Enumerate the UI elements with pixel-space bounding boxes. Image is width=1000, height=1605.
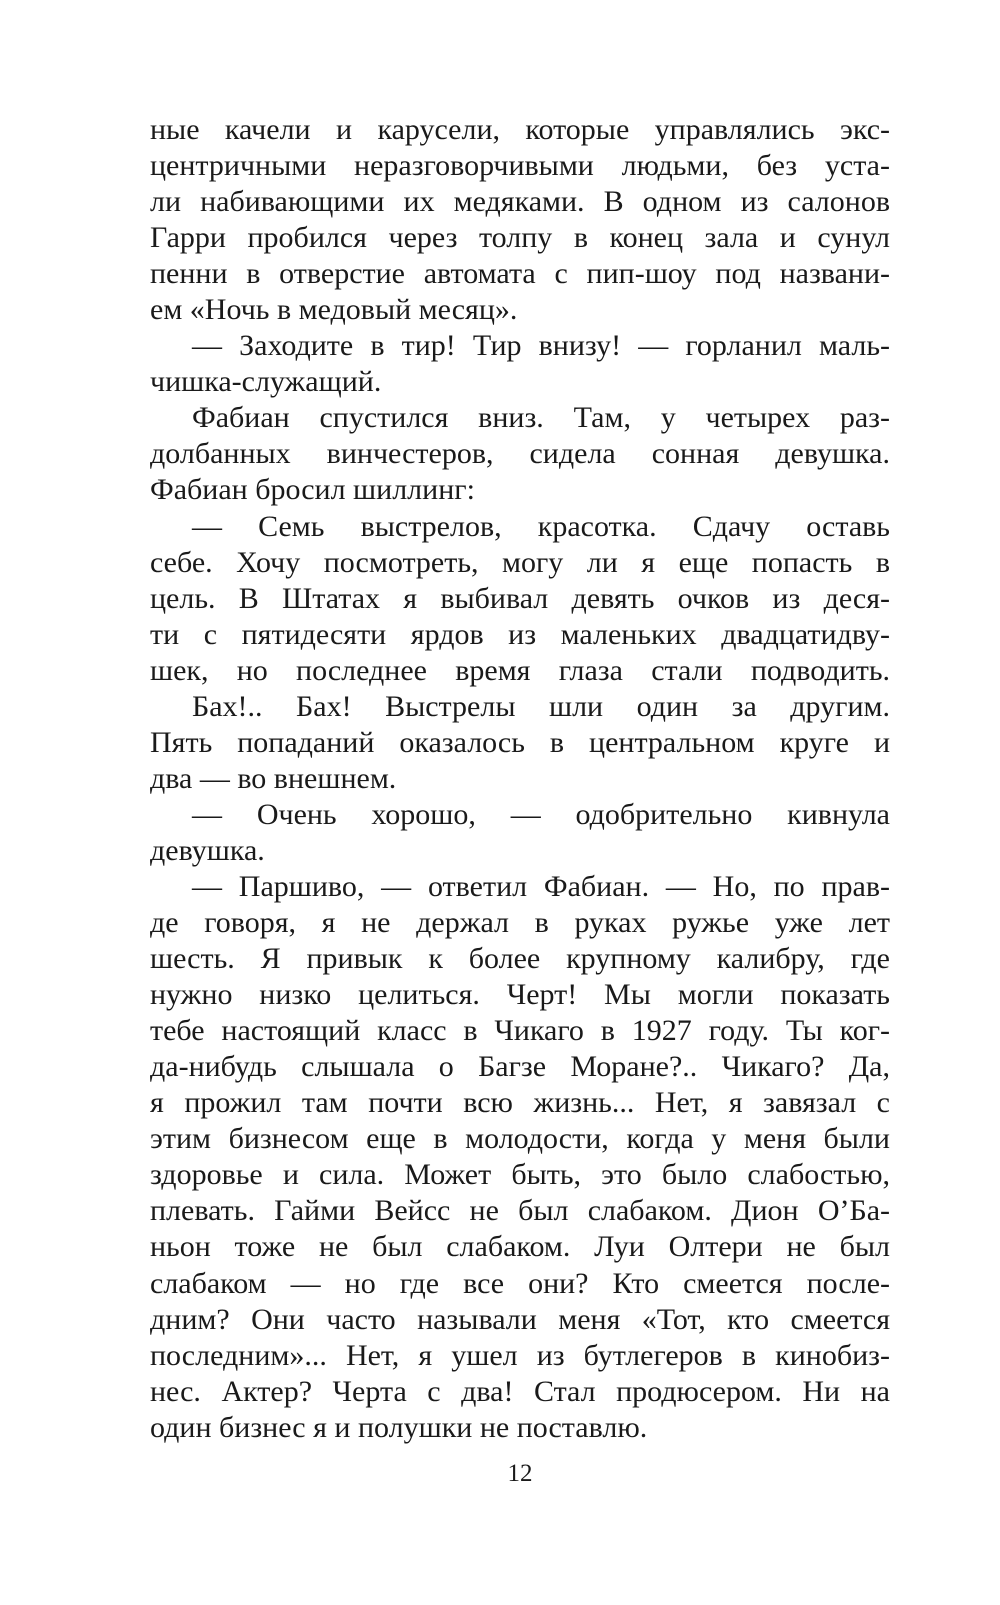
text-line: цель. В Штатах я выбивал девять очков из деся- [150,581,890,615]
text-line: ньон тоже не был слабаком. Луи Олтери не был [150,1230,890,1264]
text-line: чишка-служащий. [150,365,382,399]
text-line: тебе настоящий класс в Чикаго в 1927 году. Ты ког- [150,1014,890,1048]
text-line: девушка. [150,833,265,867]
body-text [150,112,890,1446]
text-line: два — во внешнем. [150,761,397,795]
text-line: ти с пятидесяти ярдов из маленьких двадцатидву- [150,617,890,651]
text-line: Фабиан спустился вниз. Там, у четырех раз- [192,401,890,435]
text-line: — Очень хорошо, — одобрительно кивнула [192,797,890,831]
text-line: ные качели и карусели, которые управлялись экс- [150,113,890,146]
text-line: центричными неразговорчивыми людьми, без уста- [150,149,890,183]
page-number: 12 [507,1460,533,1487]
text-line: ем «Ночь в медовый месяц». [150,293,518,327]
text-line: слабаком — но где все они? Кто смеется после- [150,1266,890,1300]
text-line: пенни в отверстие автомата с пип-шоу под названи- [150,257,890,291]
text-line: последним»... Нет, я ушел из бутлегеров в кинобиз- [150,1338,890,1372]
text-line: дним? Они часто называли меня «Тот, кто смеется [150,1302,890,1336]
text-line: себе. Хочу посмотреть, могу ли я еще попасть в [150,545,890,579]
text-line: нужно низко целиться. Черт! Мы могли показать [150,978,890,1012]
text-line: этим бизнесом еще в молодости, когда у меня были [150,1122,890,1156]
text-line: ли набивающими их медяками. В одном из салонов [150,185,890,219]
text-line: шек, но последнее время глаза стали подводить. [150,653,890,687]
text-line: я прожил там почти всю жизнь... Нет, я завязал с [150,1086,890,1120]
text-line: здоровье и сила. Может быть, это было слабостью, [150,1158,890,1192]
text-line: Бах!.. Бах! Выстрелы шли один за другим. [192,689,890,723]
text-line: долбанных винчестеров, сидела сонная девушка. [150,437,890,471]
text-line: — Паршиво, — ответил Фабиан. — Но, по прав- [192,869,890,903]
text-line: один бизнес я и полушки не поставлю. [150,1410,648,1444]
text-line: — Семь выстрелов, красотка. Сдачу оставь [192,509,890,543]
text-line: Гарри пробился через толпу в конец зала и сунул [150,221,890,255]
text-line: де говоря, я не держал в руках ружье уже лет [150,906,890,940]
text-line: плевать. Гайми Вейсс не был слабаком. Дион О’Ба- [150,1194,890,1228]
text-line: Пять попаданий оказалось в центральном круге и [150,725,890,759]
text-line: — Заходите в тир! Тир внизу! — горланил маль- [192,329,890,363]
text-line: шесть. Я привык к более крупному калибру, где [150,942,890,976]
text-line: нес. Актер? Черта с два! Стал продюсером. Ни на [150,1374,890,1408]
text-line: Фабиан бросил шиллинг: [150,473,475,507]
text-line: да-нибудь слышала о Багзе Моране?.. Чикаго? Да, [150,1050,890,1084]
